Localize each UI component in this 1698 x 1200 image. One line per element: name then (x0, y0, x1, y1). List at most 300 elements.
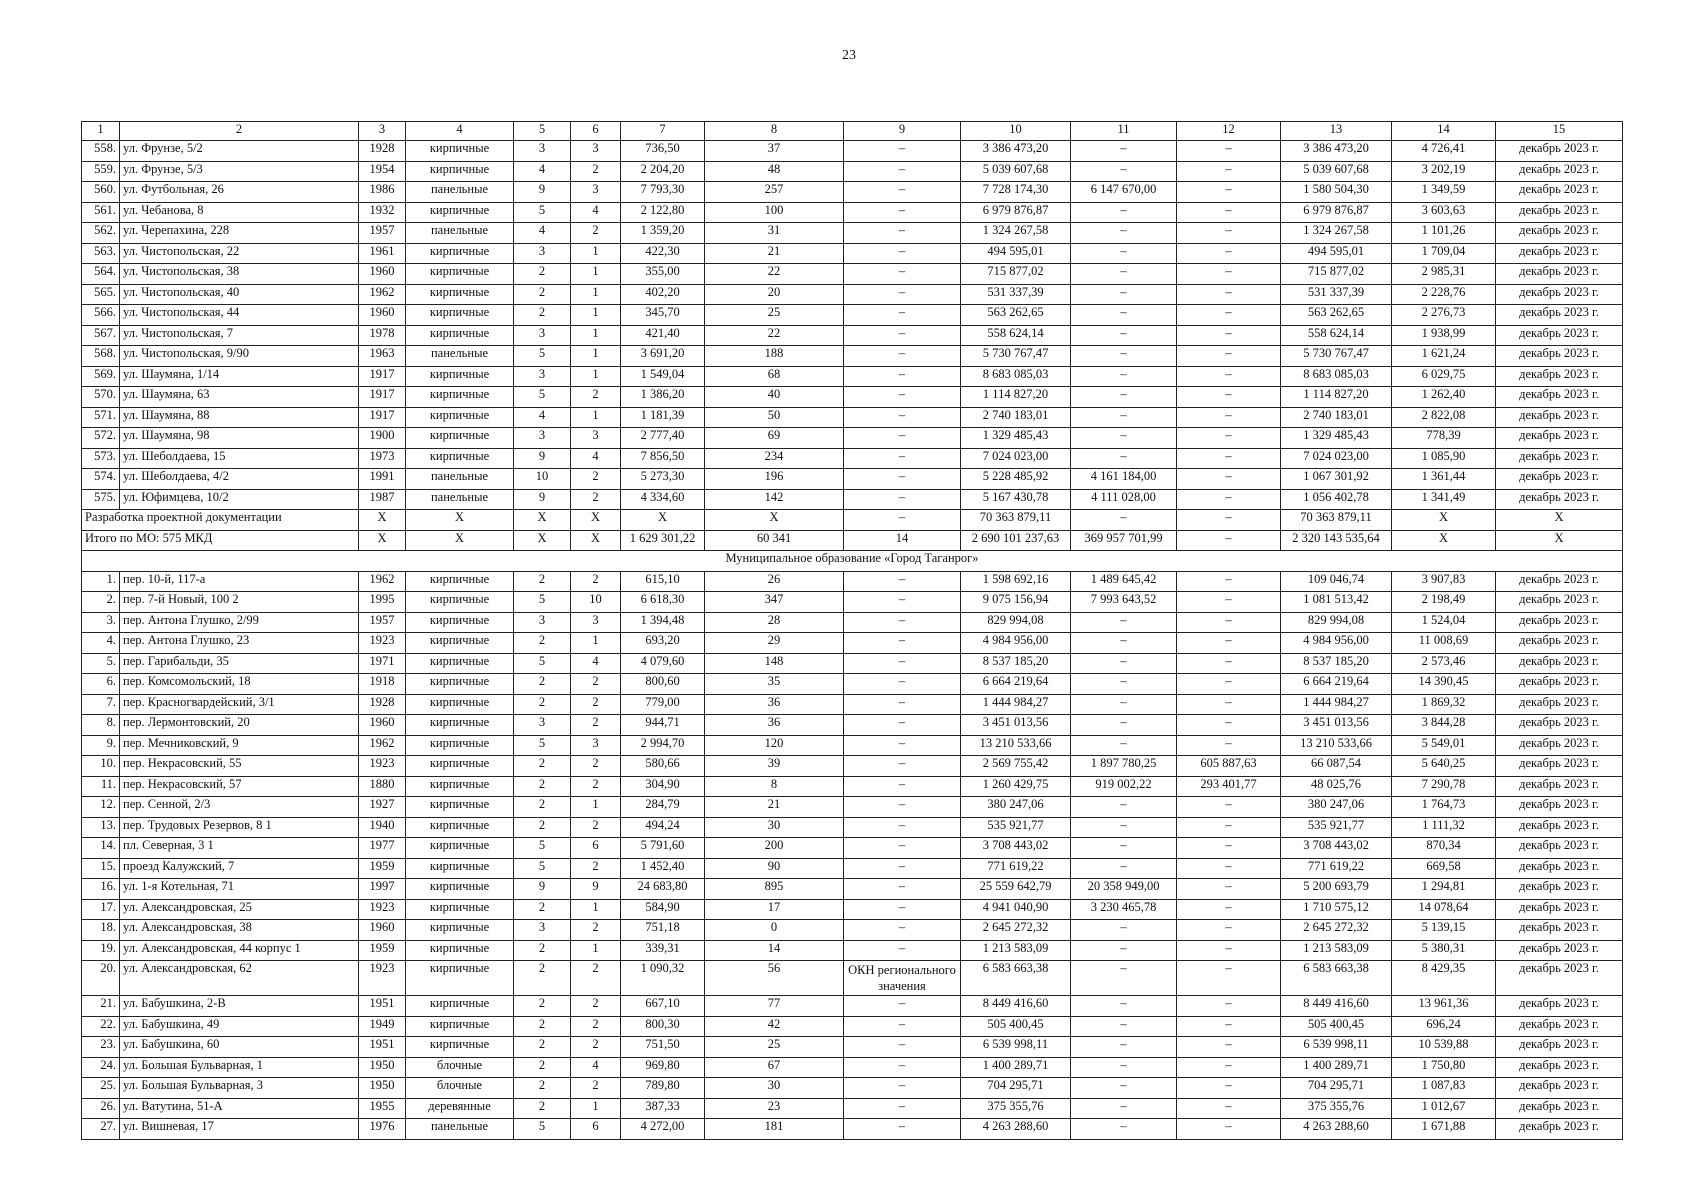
table-cell: кирпичные (406, 694, 514, 715)
table-cell: 50 (705, 407, 844, 428)
table-cell: X (359, 510, 406, 531)
table-cell: 559. (82, 161, 120, 182)
table-cell: – (1177, 325, 1281, 346)
table-cell: 1960 (359, 305, 406, 326)
table-cell: 3 708 443,02 (1281, 838, 1392, 859)
table-cell: 9 (514, 879, 571, 900)
table-cell: – (844, 817, 961, 838)
table-cell: – (844, 633, 961, 654)
table-cell: – (1071, 161, 1177, 182)
table-cell: 4 (514, 223, 571, 244)
table-cell: пер. Трудовых Резервов, 8 1 (120, 817, 359, 838)
table-cell: – (1177, 161, 1281, 182)
table-cell: – (844, 223, 961, 244)
table-cell: – (1071, 612, 1177, 633)
table-cell: 14. (82, 838, 120, 859)
table-cell: – (1071, 653, 1177, 674)
table-cell: 2 (571, 817, 621, 838)
table-cell: 1918 (359, 674, 406, 695)
table-cell: кирпичные (406, 366, 514, 387)
table-cell: декабрь 2023 г. (1496, 325, 1623, 346)
table-cell: 2 822,08 (1392, 407, 1496, 428)
table-cell: панельные (406, 182, 514, 203)
table-cell: 568. (82, 346, 120, 367)
table-cell: 3 (514, 920, 571, 941)
table-cell: 2 (571, 223, 621, 244)
table-cell: 1950 (359, 1078, 406, 1099)
column-number-cell: 12 (1177, 122, 1281, 141)
table-cell: 4 984 956,00 (1281, 633, 1392, 654)
table-cell: 751,18 (621, 920, 705, 941)
table-cell: пер. Некрасовский, 57 (120, 776, 359, 797)
column-number-cell: 10 (961, 122, 1071, 141)
table-cell: кирпичные (406, 571, 514, 592)
table-cell: ул. Чистопольская, 40 (120, 284, 359, 305)
table-cell: 1 (571, 366, 621, 387)
table-cell: 284,79 (621, 797, 705, 818)
table-cell: 1 (571, 899, 621, 920)
table-cell: кирпичные (406, 141, 514, 162)
table-cell: 5 228 485,92 (961, 469, 1071, 490)
table-cell: 8 (705, 776, 844, 797)
table-cell: 14 390,45 (1392, 674, 1496, 695)
table-cell: 2 (514, 776, 571, 797)
table-cell: 77 (705, 996, 844, 1017)
table-cell: декабрь 2023 г. (1496, 674, 1623, 695)
table-cell: панельные (406, 489, 514, 510)
table-cell: – (844, 1057, 961, 1078)
table-cell: 870,34 (1392, 838, 1496, 859)
table-cell: – (1177, 141, 1281, 162)
table-cell: 421,40 (621, 325, 705, 346)
table-cell: пер. Антона Глушко, 23 (120, 633, 359, 654)
table-cell: 704 295,71 (961, 1078, 1071, 1099)
table-cell: 196 (705, 469, 844, 490)
table-cell: 1 (571, 264, 621, 285)
table-cell: пер. Комсомольский, 18 (120, 674, 359, 695)
table-cell: 3 (514, 325, 571, 346)
table-cell: 531 337,39 (1281, 284, 1392, 305)
table-cell: 3 202,19 (1392, 161, 1496, 182)
table-cell: 2 740 183,01 (961, 407, 1071, 428)
table-cell: 1 400 289,71 (961, 1057, 1071, 1078)
table-row (82, 735, 1623, 756)
table-cell: – (1071, 940, 1177, 961)
table-cell: кирпичные (406, 1037, 514, 1058)
table-cell: – (844, 694, 961, 715)
table-cell: 3 907,83 (1392, 571, 1496, 592)
table-cell: 422,30 (621, 243, 705, 264)
table-row (82, 653, 1623, 674)
table-cell: 380 247,06 (961, 797, 1071, 818)
table-cell: – (844, 776, 961, 797)
table-cell: 1962 (359, 571, 406, 592)
table-cell: ул. Ватутина, 51-А (120, 1098, 359, 1119)
table-cell: декабрь 2023 г. (1496, 694, 1623, 715)
table-cell: 31 (705, 223, 844, 244)
table-cell: 11. (82, 776, 120, 797)
table-cell: 21 (705, 797, 844, 818)
table-cell: 5 730 767,47 (961, 346, 1071, 367)
table-cell: 1932 (359, 202, 406, 223)
table-cell: 563 262,65 (1281, 305, 1392, 326)
table-cell: 9 (514, 489, 571, 510)
table-cell: 1 349,59 (1392, 182, 1496, 203)
table-cell: декабрь 2023 г. (1496, 715, 1623, 736)
table-cell: – (844, 264, 961, 285)
table-cell: кирпичные (406, 879, 514, 900)
table-cell: 1973 (359, 448, 406, 469)
table-cell: 572. (82, 428, 120, 449)
table-cell: 584,90 (621, 899, 705, 920)
table-cell: 1 394,48 (621, 612, 705, 633)
table-cell: кирпичные (406, 653, 514, 674)
table-cell: 1 (571, 243, 621, 264)
table-cell: кирпичные (406, 674, 514, 695)
table-row (82, 776, 1623, 797)
table-row (82, 817, 1623, 838)
table-cell: 17 (705, 899, 844, 920)
table-cell: 1 869,32 (1392, 694, 1496, 715)
table-cell: 4 272,00 (621, 1119, 705, 1140)
table-cell: 2 (514, 756, 571, 777)
table-cell: 1 361,44 (1392, 469, 1496, 490)
table-cell: 1 (571, 305, 621, 326)
table-cell: – (844, 161, 961, 182)
table-cell: декабрь 2023 г. (1496, 961, 1623, 996)
table-cell: 24 683,80 (621, 879, 705, 900)
table-cell: 2 (571, 920, 621, 941)
table-cell: 2 (514, 1078, 571, 1099)
table-cell: 9 (514, 182, 571, 203)
table-cell: 2 (571, 961, 621, 996)
table-row (82, 284, 1623, 305)
table-cell: 1 764,73 (1392, 797, 1496, 818)
table-cell: декабрь 2023 г. (1496, 264, 1623, 285)
table-row (82, 879, 1623, 900)
table-cell: 24. (82, 1057, 120, 1078)
table-cell: 5 200 693,79 (1281, 879, 1392, 900)
table-cell: 1986 (359, 182, 406, 203)
table-cell: – (844, 1119, 961, 1140)
table-cell: – (1177, 879, 1281, 900)
table-cell: 1961 (359, 243, 406, 264)
table-cell: декабрь 2023 г. (1496, 1119, 1623, 1140)
column-number-cell: 9 (844, 122, 961, 141)
table-cell: 1963 (359, 346, 406, 367)
table-cell: ул. Александровская, 62 (120, 961, 359, 996)
table-cell: 6 029,75 (1392, 366, 1496, 387)
table-cell: 347 (705, 592, 844, 613)
table-cell: кирпичные (406, 325, 514, 346)
table-cell: 4 (571, 448, 621, 469)
table-cell: 1 114 827,20 (1281, 387, 1392, 408)
table-cell: – (1071, 223, 1177, 244)
table-cell: 120 (705, 735, 844, 756)
table-cell: 3 (514, 715, 571, 736)
table-cell: 25 (705, 305, 844, 326)
table-cell: кирпичные (406, 161, 514, 182)
table-cell: 561. (82, 202, 120, 223)
table-cell: 29 (705, 633, 844, 654)
table-cell: 1 709,04 (1392, 243, 1496, 264)
table-cell: – (1177, 530, 1281, 551)
table-cell: X (406, 530, 514, 551)
table-cell: 13 210 533,66 (1281, 735, 1392, 756)
table-cell: 5 791,60 (621, 838, 705, 859)
table-cell: X (406, 510, 514, 531)
table-cell: 2 (514, 633, 571, 654)
table-cell: ул. Юфимцева, 10/2 (120, 489, 359, 510)
table-cell: проезд Калужский, 7 (120, 858, 359, 879)
table-cell: 36 (705, 694, 844, 715)
table-cell: 20 (705, 284, 844, 305)
table-cell: декабрь 2023 г. (1496, 633, 1623, 654)
table-cell: 7 856,50 (621, 448, 705, 469)
table-cell: ул. Черепахина, 228 (120, 223, 359, 244)
table-row (82, 694, 1623, 715)
table-row (82, 1078, 1623, 1099)
table-cell: – (1071, 366, 1177, 387)
table-cell: 2 (514, 694, 571, 715)
table-cell: – (1177, 571, 1281, 592)
table-cell: 771 619,22 (1281, 858, 1392, 879)
table-cell: 8 683 085,03 (1281, 366, 1392, 387)
table-cell: 3 451 013,56 (1281, 715, 1392, 736)
table-cell: декабрь 2023 г. (1496, 838, 1623, 859)
table-cell: 1 (571, 797, 621, 818)
table-cell: ул. Чебанова, 8 (120, 202, 359, 223)
table-cell: – (1071, 735, 1177, 756)
table-cell: ул. Шаумяна, 63 (120, 387, 359, 408)
table-cell: ул. Чистопольская, 7 (120, 325, 359, 346)
table-cell: декабрь 2023 г. (1496, 1016, 1623, 1037)
table-cell: ул. Александровская, 25 (120, 899, 359, 920)
table-cell: – (1071, 715, 1177, 736)
table-cell: 2 (571, 161, 621, 182)
table-cell: 2 (514, 674, 571, 695)
table-cell: X (621, 510, 705, 531)
table-cell: – (1177, 940, 1281, 961)
table-cell: – (1177, 996, 1281, 1017)
table-cell: 2 690 101 237,63 (961, 530, 1071, 551)
table-cell: декабрь 2023 г. (1496, 1098, 1623, 1119)
table-cell: 1 452,40 (621, 858, 705, 879)
table-row (82, 387, 1623, 408)
table-row (82, 1098, 1623, 1119)
table-cell: 2 276,73 (1392, 305, 1496, 326)
table-cell: 2 (514, 817, 571, 838)
table-cell: 1 897 780,25 (1071, 756, 1177, 777)
table-cell: 605 887,63 (1177, 756, 1281, 777)
table-row (82, 920, 1623, 941)
table-cell: 1 114 827,20 (961, 387, 1071, 408)
table-cell: 505 400,45 (961, 1016, 1071, 1037)
table-cell: – (1177, 961, 1281, 996)
table-cell: 2 645 272,32 (1281, 920, 1392, 941)
table-cell: 3 691,20 (621, 346, 705, 367)
table-cell: декабрь 2023 г. (1496, 243, 1623, 264)
table-cell: 68 (705, 366, 844, 387)
table-cell: 11 008,69 (1392, 633, 1496, 654)
table-cell: 1 549,04 (621, 366, 705, 387)
table-cell: – (1177, 715, 1281, 736)
table-row (82, 592, 1623, 613)
table-cell: 7 793,30 (621, 182, 705, 203)
table-cell: – (844, 325, 961, 346)
table-cell: 751,50 (621, 1037, 705, 1058)
table-cell: 67 (705, 1057, 844, 1078)
table-cell: X (1496, 510, 1623, 531)
table-cell: 1923 (359, 899, 406, 920)
table-cell: 90 (705, 858, 844, 879)
table-cell: ул. Чистопольская, 22 (120, 243, 359, 264)
table-cell: 1 386,20 (621, 387, 705, 408)
table-cell: 181 (705, 1119, 844, 1140)
table-cell: 200 (705, 838, 844, 859)
table-row (82, 202, 1623, 223)
table-cell: 696,24 (1392, 1016, 1496, 1037)
table-cell: 1 (571, 633, 621, 654)
column-number-cell: 1 (82, 122, 120, 141)
table-cell: ул. Шаумяна, 1/14 (120, 366, 359, 387)
table-cell: – (1177, 735, 1281, 756)
table-cell: 345,70 (621, 305, 705, 326)
table-cell: ОКН регионального значения (844, 961, 961, 996)
table-cell: – (844, 715, 961, 736)
table-cell: кирпичные (406, 305, 514, 326)
table-cell: 919 002,22 (1071, 776, 1177, 797)
table-cell: 3 (514, 428, 571, 449)
table-cell: 40 (705, 387, 844, 408)
table-cell: 13 210 533,66 (961, 735, 1071, 756)
table-cell: 7 290,78 (1392, 776, 1496, 797)
table-cell: 1 938,99 (1392, 325, 1496, 346)
table-cell: 2 569 755,42 (961, 756, 1071, 777)
table-cell: пл. Северная, 3 1 (120, 838, 359, 859)
table-cell: 100 (705, 202, 844, 223)
table-cell: кирпичные (406, 448, 514, 469)
table-cell: 574. (82, 469, 120, 490)
table-cell: 2. (82, 592, 120, 613)
table-cell: 1959 (359, 858, 406, 879)
table-cell: ул. Фрунзе, 5/3 (120, 161, 359, 182)
table-cell: 25. (82, 1078, 120, 1099)
table-cell: 1 324 267,58 (1281, 223, 1392, 244)
table-cell: 1991 (359, 469, 406, 490)
table-cell: – (1177, 366, 1281, 387)
table-cell: – (844, 387, 961, 408)
table-cell: – (1071, 920, 1177, 941)
table-cell: 5 139,15 (1392, 920, 1496, 941)
table-cell: 564. (82, 264, 120, 285)
table-cell: – (844, 1098, 961, 1119)
table-cell: – (1177, 510, 1281, 531)
table-cell: пер. Красногвардейский, 3/1 (120, 694, 359, 715)
table-cell: – (1177, 633, 1281, 654)
table-cell: 10. (82, 756, 120, 777)
table-cell: 1 329 485,43 (1281, 428, 1392, 449)
table-cell: 1928 (359, 694, 406, 715)
table-cell: декабрь 2023 г. (1496, 407, 1623, 428)
column-number-cell: 4 (406, 122, 514, 141)
table-cell: 2 (514, 797, 571, 818)
table-cell: 1 012,67 (1392, 1098, 1496, 1119)
table-cell: 567. (82, 325, 120, 346)
section-row (82, 551, 1623, 572)
section-title: Муниципальное образование «Город Таганрог» (82, 551, 1623, 572)
table-cell: – (844, 879, 961, 900)
table-cell: 1 444 984,27 (1281, 694, 1392, 715)
table-cell: 375 355,76 (961, 1098, 1071, 1119)
table-cell: декабрь 2023 г. (1496, 1078, 1623, 1099)
table-cell: – (844, 571, 961, 592)
table-cell: кирпичные (406, 407, 514, 428)
table-cell: 1960 (359, 264, 406, 285)
table-cell: 6 539 998,11 (1281, 1037, 1392, 1058)
table-cell: 9. (82, 735, 120, 756)
table-cell: 19. (82, 940, 120, 961)
table-cell: ул. Большая Бульварная, 1 (120, 1057, 359, 1078)
table-cell: – (844, 243, 961, 264)
table-cell: 293 401,77 (1177, 776, 1281, 797)
table-cell: 2 (571, 858, 621, 879)
table-cell: 6 583 663,38 (1281, 961, 1392, 996)
table-cell: 1971 (359, 653, 406, 674)
table-cell: 48 025,76 (1281, 776, 1392, 797)
table-cell: кирпичные (406, 920, 514, 941)
table-cell: 2 (571, 571, 621, 592)
table-cell: декабрь 2023 г. (1496, 797, 1623, 818)
table-row (82, 1016, 1623, 1037)
table-cell: панельные (406, 346, 514, 367)
table-cell: 2 (571, 674, 621, 695)
table-cell: 778,39 (1392, 428, 1496, 449)
table-cell: 771 619,22 (961, 858, 1071, 879)
table-cell: 1 (571, 407, 621, 428)
table-cell: – (844, 838, 961, 859)
table-cell: 1 090,32 (621, 961, 705, 996)
table-cell: 2 994,70 (621, 735, 705, 756)
table-cell: 6 (571, 838, 621, 859)
table-cell: кирпичные (406, 715, 514, 736)
table-cell: – (1071, 428, 1177, 449)
table-cell: 7 728 174,30 (961, 182, 1071, 203)
column-number-cell: 13 (1281, 122, 1392, 141)
table-cell: 70 363 879,11 (1281, 510, 1392, 531)
table-row (82, 243, 1623, 264)
table-cell: – (1071, 1016, 1177, 1037)
table-cell: 1978 (359, 325, 406, 346)
table-cell: – (844, 899, 961, 920)
table-cell: – (844, 756, 961, 777)
table-row (82, 756, 1623, 777)
table-cell: – (844, 797, 961, 818)
table-cell: 1976 (359, 1119, 406, 1140)
table-cell: – (1071, 264, 1177, 285)
table-cell: – (1177, 223, 1281, 244)
table-cell: декабрь 2023 г. (1496, 592, 1623, 613)
table-cell: 23 (705, 1098, 844, 1119)
table-cell: 3 451 013,56 (961, 715, 1071, 736)
table-cell: 21. (82, 996, 120, 1017)
table-cell: 42 (705, 1016, 844, 1037)
table-cell: кирпичные (406, 612, 514, 633)
table-cell: 2 204,20 (621, 161, 705, 182)
table-cell: 2 (514, 284, 571, 305)
table-cell: 15. (82, 858, 120, 879)
table-cell: – (844, 202, 961, 223)
